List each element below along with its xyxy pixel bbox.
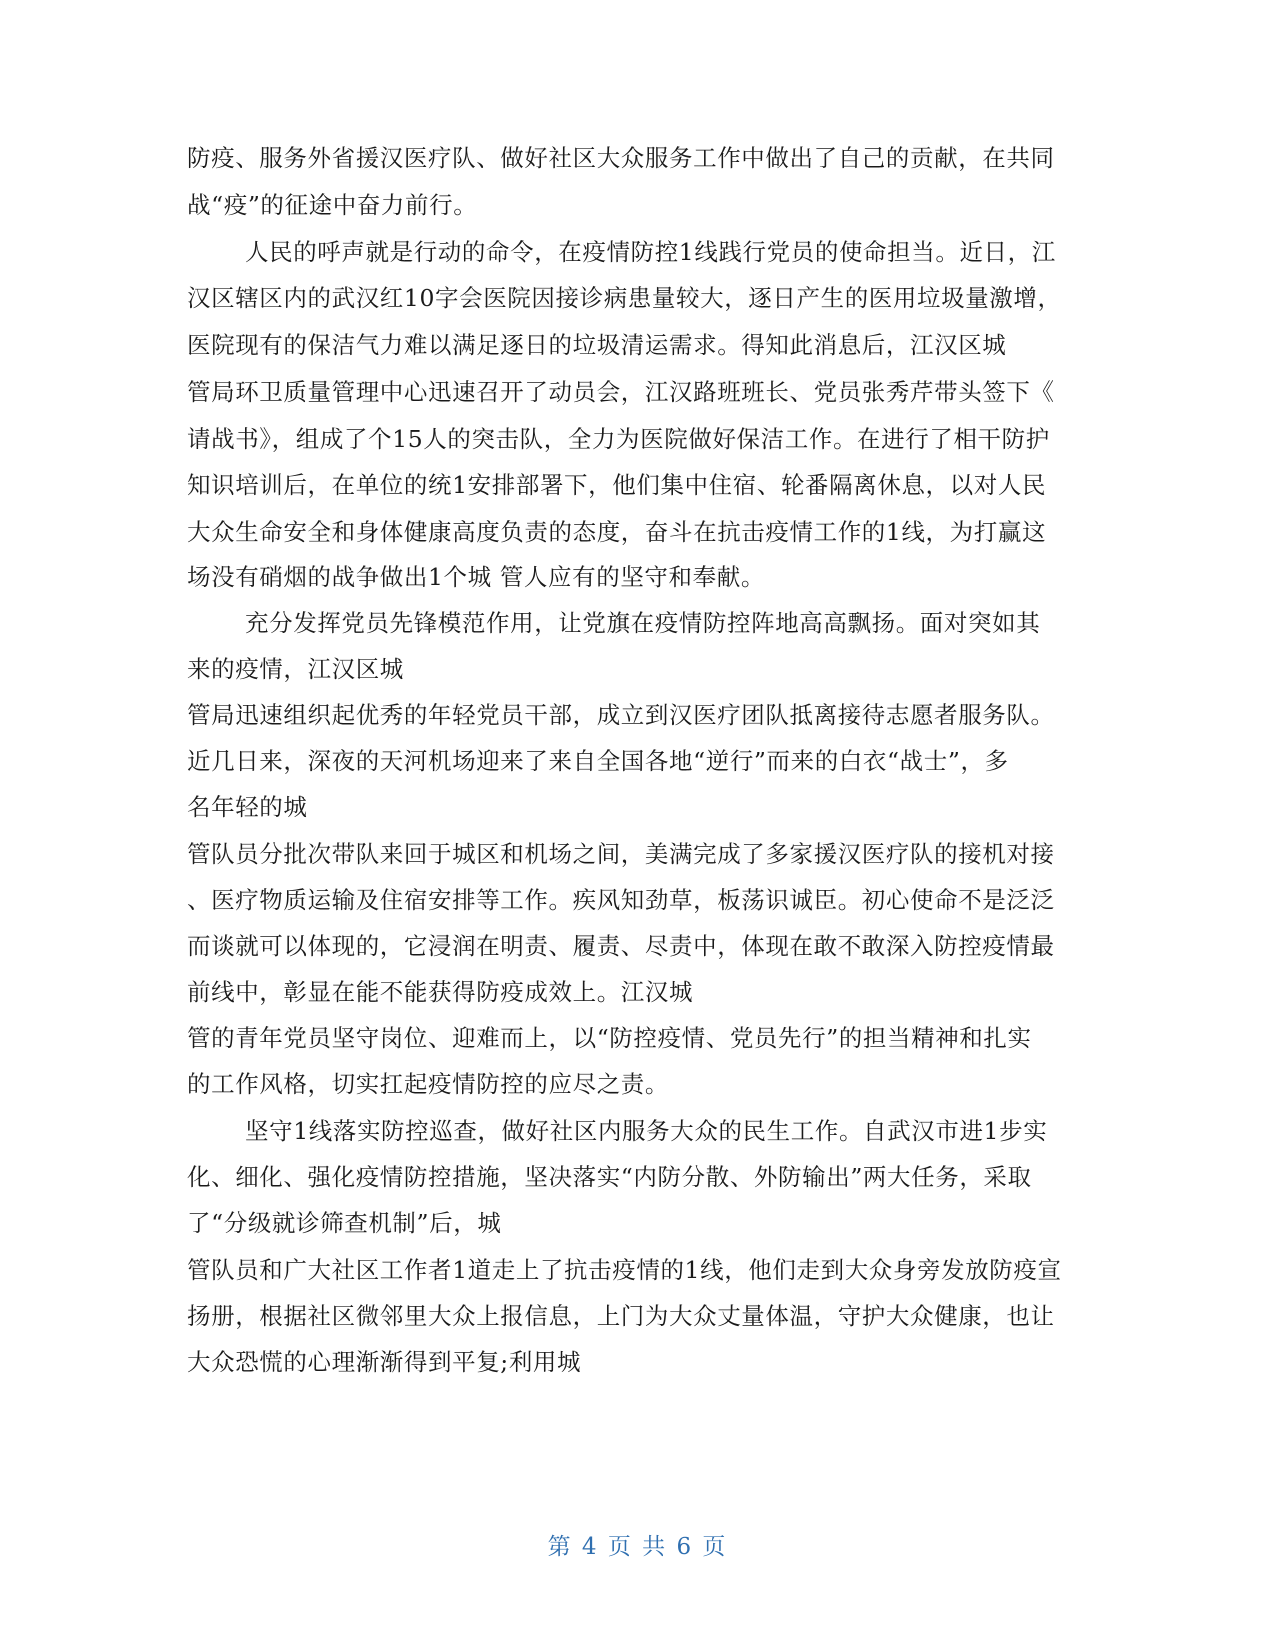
page-footer (0, 1532, 1275, 1562)
footer-page-word: 页 (607, 1534, 633, 1560)
text-line: 管局迅速组织起优秀的年轻党员干部，成立到汉医疗团队抵离接待志愿者服务队。 (187, 701, 1055, 729)
paragraph-first-line: 坚守1线落实防控巡查，做好社区内服务大众的民生工作。自武汉市进1步实 (245, 1117, 1048, 1145)
text-line: 、医疗物质运输及住宿安排等工作。疾风知劲草，板荡识诚臣。初心使命不是泛泛 (187, 886, 1055, 914)
text-line: 管队员分批次带队来回于城区和机场之间，美满完成了多家援汉医疗队的接机对接 (187, 840, 1055, 868)
text-line: 场没有硝烟的战争做出1个城 管人应有的坚守和奉献。 (187, 563, 765, 591)
text-line: 的工作风格，切实扛起疫情防控的应尽之责。 (187, 1070, 669, 1098)
footer-total-word: 共 (642, 1534, 668, 1560)
text-line: 防疫、服务外省援汉医疗队、做好社区大众服务工作中做出了自己的贡献，在共同 (187, 144, 1055, 172)
text-line: 近几日来，深夜的天河机场迎来了来自全国各地“逆行”而来的白衣“战士”，多 (187, 747, 1009, 775)
text-line: 知识培训后，在单位的统1安排部署下，他们集中住宿、轮番隔离休息，以对人民 (187, 471, 1047, 499)
footer-suffix: 页 (702, 1534, 728, 1560)
text-line: 扬册，根据社区微邻里大众上报信息，上门为大众丈量体温，守护大众健康，也让 (187, 1302, 1055, 1330)
total-page-number: 6 (676, 1534, 694, 1560)
text-line: 大众生命安全和身体健康高度负责的态度，奋斗在抗击疫情工作的1线，为打赢这 (187, 518, 1047, 546)
text-line: 来的疫情，江汉区城 (187, 655, 404, 683)
paragraph-first-line: 人民的呼声就是行动的命令，在疫情防控1线践行党员的使命担当。近日，江 (245, 238, 1056, 266)
text-line: 化、细化、强化疫情防控措施，坚决落实“内防分散、外防输出”两大任务，采取 (187, 1163, 1032, 1191)
text-line: 战“疫”的征途中奋力前行。 (187, 191, 478, 219)
text-line: 管局环卫质量管理中心迅速召开了动员会，江汉路班班长、党员张秀芹带头签下《 (187, 378, 1055, 406)
text-line: 管队员和广大社区工作者1道走上了抗击疫情的1线，他们走到大众身旁发放防疫宣 (187, 1256, 1062, 1284)
current-page-number: 4 (581, 1534, 599, 1560)
text-line: 而谈就可以体现的，它浸润在明责、履责、尽责中，体现在敢不敢深入防控疫情最 (187, 932, 1055, 960)
text-line: 名年轻的城 (187, 793, 308, 821)
text-line: 管的青年党员坚守岗位、迎难而上，以“防控疫情、党员先行”的担当精神和扎实 (187, 1024, 1032, 1052)
text-line: 汉区辖区内的武汉红10字会医院因接诊病患量较大，逐日产生的医用垃圾量激增， (187, 284, 1062, 312)
paragraph-first-line: 充分发挥党员先锋模范作用，让党旗在疫情防控阵地高高飘扬。面对突如其 (245, 609, 1041, 637)
text-line: 了“分级就诊筛查机制”后，城 (187, 1209, 502, 1237)
footer-prefix: 第 (547, 1534, 573, 1560)
text-line: 前线中，彰显在能不能获得防疫成效上。江汉城 (187, 978, 694, 1006)
text-line: 请战书》，组成了个15人的突击队，全力为医院做好保洁工作。在进行了相干防护 (187, 425, 1050, 453)
text-line: 大众恐慌的心理渐渐得到平复;利用城 (187, 1348, 582, 1376)
text-line: 医院现有的保洁气力难以满足逐日的垃圾清运需求。得知此消息后，江汉区城 (187, 331, 1007, 359)
